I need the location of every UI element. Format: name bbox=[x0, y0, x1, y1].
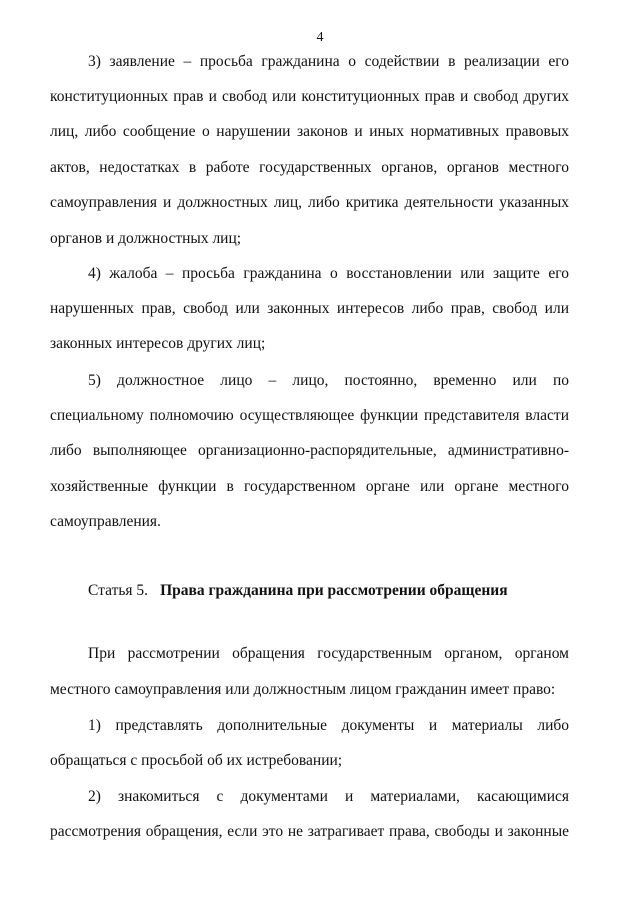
text-line: обращаться с просьбой об их истребовании; bbox=[50, 752, 343, 769]
text-line: самоуправления. bbox=[50, 513, 161, 530]
text-line: специальному полномочию осуществляющее функции представителя власти bbox=[50, 407, 569, 424]
text-line: конституционных прав и свобод или конституционных прав и свобод других bbox=[50, 88, 569, 105]
page-number: 4 bbox=[316, 30, 324, 45]
text-line: 1) представлять дополнительные документы и материалы либо bbox=[88, 717, 569, 734]
text-line: законных интересов других лиц; bbox=[50, 335, 266, 352]
text-line: рассмотрения обращения, если это не затрагивает права, свободы и законные bbox=[50, 823, 569, 840]
text-line: 4) жалоба – просьба гражданина о восстановлении или защите его bbox=[88, 265, 569, 282]
text-line: самоуправления и должностных лиц, либо критика деятельности указанных bbox=[50, 194, 569, 211]
article-title: Права гражданина при рассмотрении обращения bbox=[160, 582, 508, 599]
text-line: 5) должностное лицо – лицо, постоянно, временно или по bbox=[88, 372, 569, 389]
article-heading bbox=[88, 581, 508, 601]
text-line: органов и должностных лиц; bbox=[50, 230, 242, 247]
text-line: местного самоуправления или должностным лицом гражданин имеет право: bbox=[50, 681, 556, 698]
text-line: 3) заявление – просьба гражданина о содействии в реализации его bbox=[88, 53, 569, 70]
article-label: Статья 5. bbox=[88, 582, 149, 599]
text-line: При рассмотрении обращения государственным органом, органом bbox=[88, 645, 569, 662]
text-line: актов, недостатках в работе государственных органов, органов местного bbox=[50, 159, 569, 176]
text-line: 2) знакомиться с документами и материалами, касающимися bbox=[88, 788, 569, 805]
text-line: нарушенных прав, свобод или законных интересов либо прав, свобод или bbox=[50, 300, 569, 317]
text-line: либо выполняющее организационно-распорядительные, административно- bbox=[50, 442, 569, 459]
text-line: лиц, либо сообщение о нарушении законов и иных нормативных правовых bbox=[50, 123, 569, 140]
text-line: хозяйственные функции в государственном органе или органе местного bbox=[50, 478, 569, 495]
